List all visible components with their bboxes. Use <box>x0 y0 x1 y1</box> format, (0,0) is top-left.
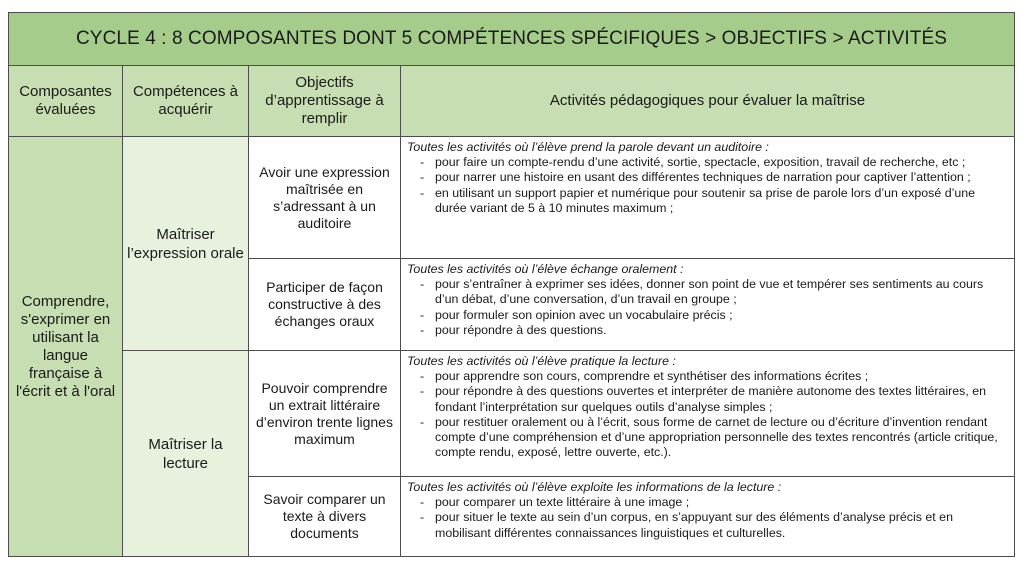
list-item: - pour comparer un texte littéraire à une image ; <box>407 495 1006 510</box>
header-row <box>9 66 1015 137</box>
composante-cell: Comprendre, s'exprimer en utilisant la langue française à l'écrit et à l'oral <box>9 137 123 557</box>
header-objectifs: Objectifs d’apprentissage à remplir <box>249 66 401 137</box>
list-item: - pour apprendre son cours, comprendre et synthétiser des informations écrites ; <box>407 369 1006 384</box>
list-item: - pour situer le texte au sein d’un corpus, en s’appuyant sur des éléments d’analyse précis et en mobilisant différentes connaissances linguistiques et culturelles. <box>407 510 1006 540</box>
table-row <box>9 137 1015 259</box>
header-activites: Activités pédagogiques pour évaluer la maîtrise <box>401 66 1015 137</box>
objectif-cell: Pouvoir comprendre un extrait littéraire d’environ trente lignes maximum <box>249 351 401 477</box>
title-row <box>9 13 1015 66</box>
list-item: - pour narrer une histoire en usant des différentes techniques de narration pour captiver l’attention ; <box>407 170 1006 185</box>
list-item: - pour restituer oralement ou à l’écrit, sous forme de carnet de lecture ou d’écriture d’invention rendant compte d’une compréhension et d’une appropriation personnelle des textes rencontrés (article critique, compte rendu, exposé, lettre ouverte, etc.). <box>407 415 1006 461</box>
competency-table <box>8 12 1015 557</box>
header-competences: Compétences à acquérir <box>123 66 249 137</box>
activites-list <box>407 369 1006 460</box>
activites-list <box>407 155 1006 216</box>
activites-cell <box>401 259 1015 351</box>
activites-list <box>407 277 1006 338</box>
list-item: - pour faire un compte-rendu d’une activité, sortie, spectacle, exposition, travail de recherche, etc ; <box>407 155 1006 170</box>
activites-cell <box>401 477 1015 557</box>
table-row <box>9 351 1015 477</box>
activites-lead: Toutes les activités où l’élève échange oralement : <box>407 262 684 276</box>
list-item: - pour répondre à des questions ouvertes et interpréter de manière autonome des textes littéraires, en fondant l’interprétation sur quelques outils d’analyse simples ; <box>407 384 1006 414</box>
activites-cell <box>401 351 1015 477</box>
header-composantes: Composantes évaluées <box>9 66 123 137</box>
objectif-cell: Avoir une expression maîtrisée en s’adressant à un auditoire <box>249 137 401 259</box>
list-item: - pour s’entraîner à exprimer ses idées, donner son point de vue et tempérer ses sentiments au cours d’un débat, d’une conversation, d’un travail en groupe ; <box>407 277 1006 307</box>
objectif-cell: Participer de façon constructive à des échanges oraux <box>249 259 401 351</box>
table-title: CYCLE 4 : 8 COMPOSANTES DONT 5 COMPÉTENCES SPÉCIFIQUES > OBJECTIFS > ACTIVITÉS <box>9 13 1015 66</box>
activites-lead: Toutes les activités où l’élève exploite les informations de la lecture : <box>407 480 782 494</box>
competence-lecture: Maîtriser la lecture <box>123 351 249 557</box>
activites-lead: Toutes les activités où l’élève prend la parole devant un auditoire : <box>407 140 769 154</box>
list-item: - en utilisant un support papier et numérique pour soutenir sa prise de parole lors d’un exposé d’une durée variant de 5 à 10 minutes maximum ; <box>407 186 1006 216</box>
activites-cell <box>401 137 1015 259</box>
competence-oral: Maîtriser l’expression orale <box>123 137 249 351</box>
activites-lead: Toutes les activités où l’élève pratique la lecture : <box>407 354 676 368</box>
list-item: - pour formuler son opinion avec un vocabulaire précis ; <box>407 308 1006 323</box>
objectif-cell: Savoir comparer un texte à divers documents <box>249 477 401 557</box>
list-item: - pour répondre à des questions. <box>407 323 1006 338</box>
activites-list <box>407 495 1006 541</box>
